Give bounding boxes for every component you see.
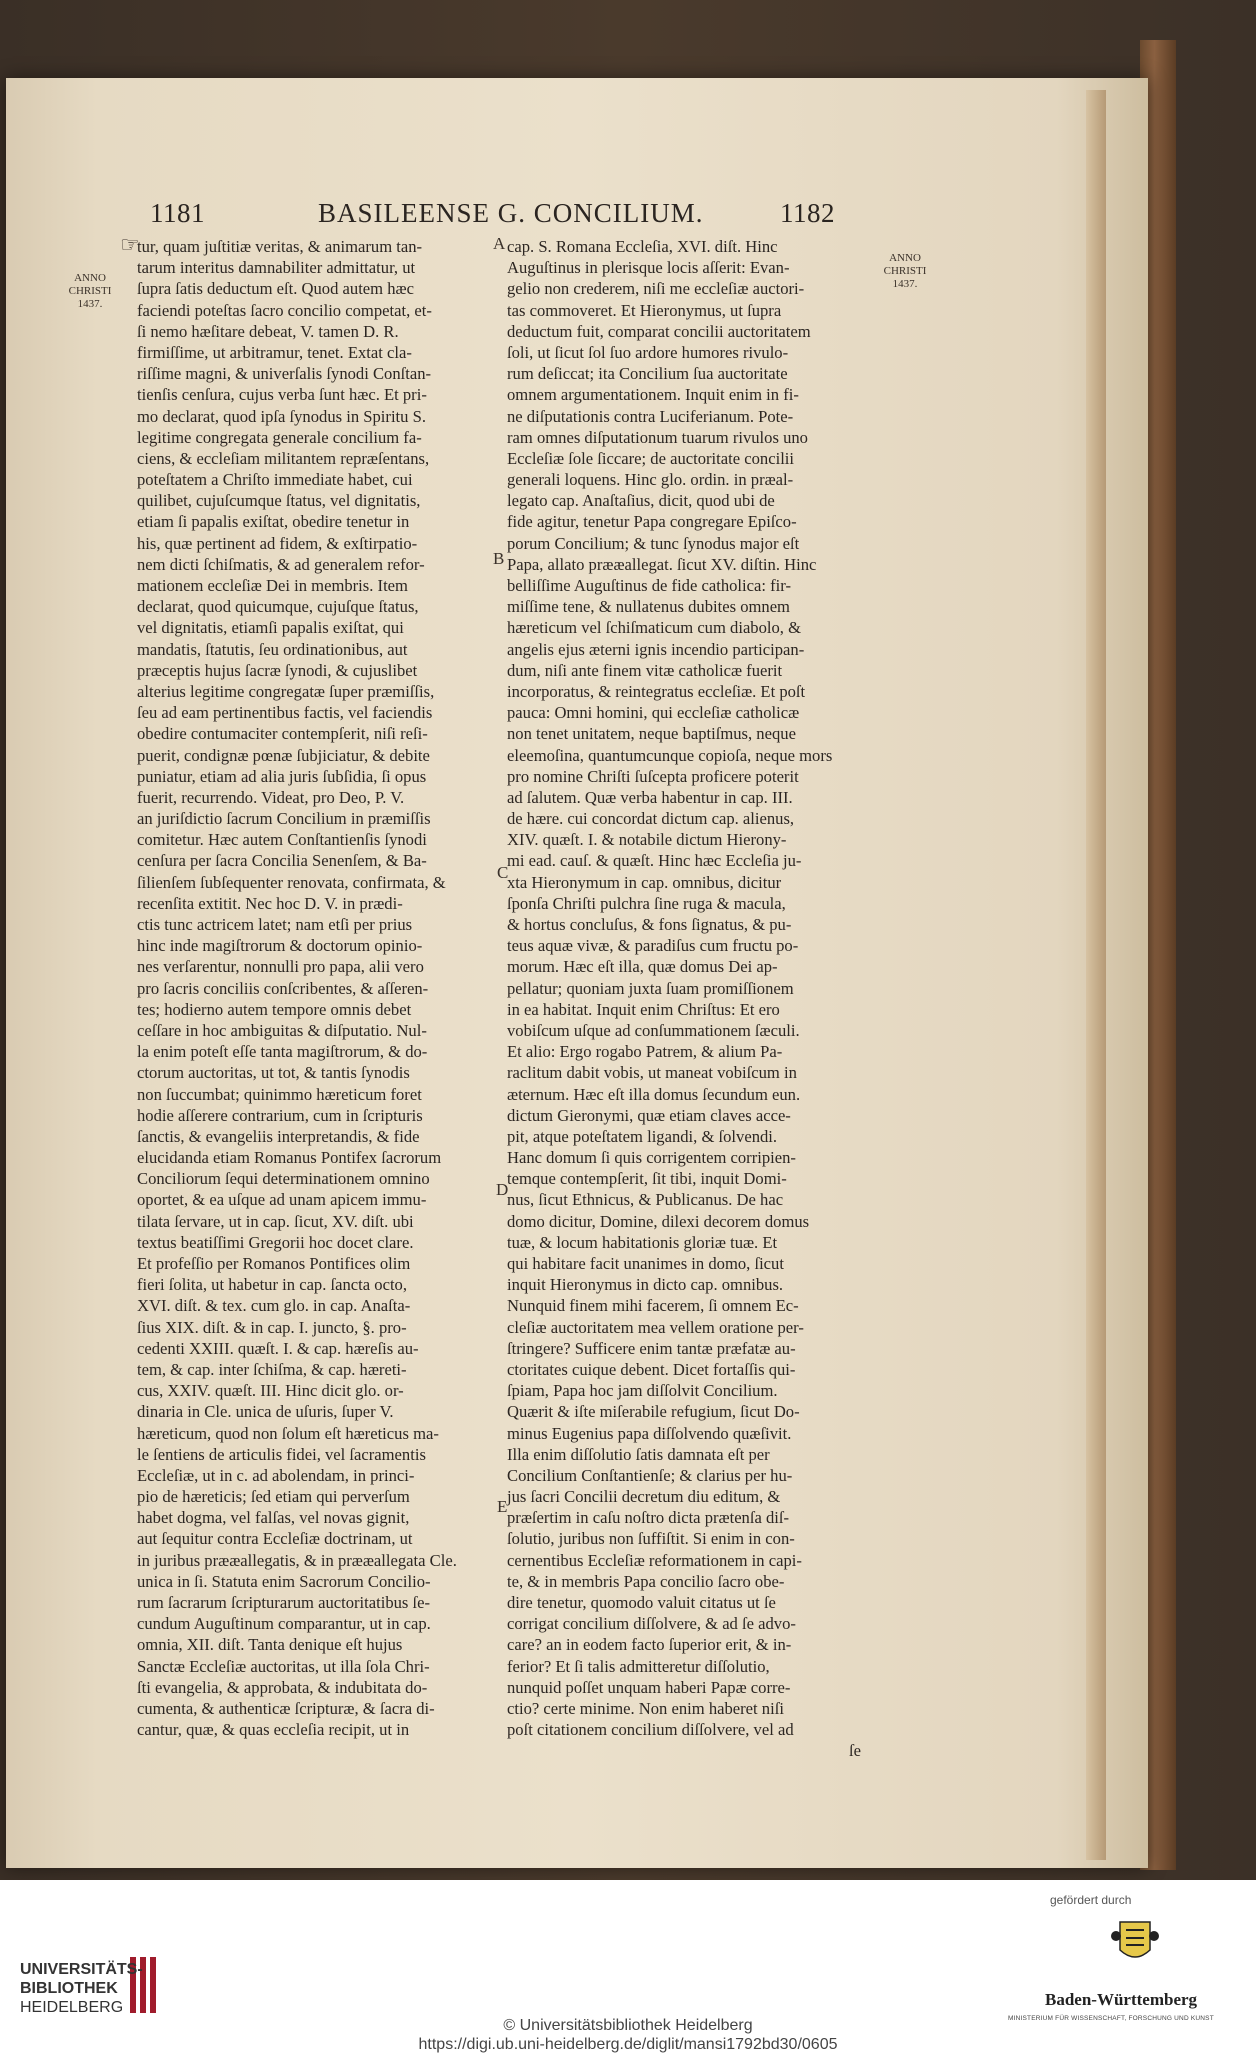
text-line: ciens, & eccleſiam militantem repræſentans, <box>137 448 430 468</box>
text-line: XVI. diſt. & tex. cum glo. in cap. Anaſta- <box>137 1296 411 1316</box>
text-line: hæreticum, quod non ſolum eſt hæreticus ma- <box>137 1423 439 1443</box>
margin-note-right-line: ANNO <box>889 252 921 264</box>
right-text-column <box>507 236 871 1762</box>
text-line: dum, niſi ante finem vitæ catholicæ fuerit <box>507 660 783 680</box>
text-line: corrigat concilium diſſolvere, & ad ſe advo- <box>507 1614 796 1634</box>
text-line: ſupra ſatis deductum eſt. Quod autem hæc <box>137 279 414 299</box>
permalink-url[interactable]: https://digi.ub.uni-heidelberg.de/diglit/mansi1792bd30/0605 <box>418 2036 838 2053</box>
section-marker: A <box>493 234 506 253</box>
text-line: omnia, XII. diſt. Tanta denique eſt hujus <box>137 1635 403 1655</box>
text-line: vobiſcum uſque ad conſummationem ſæculi. <box>507 1020 800 1040</box>
section-marker: C <box>497 863 509 882</box>
text-line: aut ſequitur contra Eccleſiæ doctrinam, ut <box>137 1529 413 1549</box>
right-page-number: 1182 <box>780 198 835 228</box>
text-line: pio de hæreticis; ſed etiam qui perverſum <box>137 1487 410 1507</box>
catchword: ſe <box>849 1741 861 1761</box>
text-line: ſpiam, Papa hoc jam diſſolvit Concilium. <box>507 1381 778 1401</box>
text-line: vel dignitatis, etiamſi papalis exiſtat, qui <box>137 618 404 638</box>
text-line: non ſuccumbat; quinimmo hæreticum foret <box>137 1084 422 1104</box>
text-line: mi ead. cauſ. & quæſt. Hinc hæc Eccleſia ju- <box>507 851 802 871</box>
library-name-line: UNIVERSITÄTS- <box>20 1961 143 1978</box>
text-line: Papa, allato prææallegat. ſicut XV. diſtin. Hinc <box>507 554 817 574</box>
section-marker: E <box>497 1497 508 1516</box>
text-line: tem, & cap. inter ſchiſma, & cap. hæreti- <box>137 1359 407 1379</box>
text-line: ſponſa Chriſti pulchra ſine ruga & macula, <box>507 893 786 913</box>
library-name-line: HEIDELBERG <box>20 1999 124 2016</box>
text-line: de hære. cui concordat dictum cap. alienus, <box>507 809 795 829</box>
text-line: ſius XIX. diſt. & in cap. I. juncto, §. pro- <box>137 1317 407 1337</box>
text-line: nem dicti ſchiſmatis, & ad generalem refor- <box>137 554 425 574</box>
text-line: pauca: Omni homini, qui eccleſiæ catholicæ <box>507 703 800 723</box>
text-line: ad ſalutem. Quæ verba habentur in cap. III. <box>507 787 793 807</box>
text-line: tarum interitus damnabiliter admittatur, ut <box>137 258 416 278</box>
text-line: Sanctæ Eccleſiæ auctoritas, ut illa ſola Chri- <box>137 1656 430 1676</box>
text-line: belliſſime Auguſtinus de fide catholica: fir- <box>507 576 791 595</box>
text-line: Et profeſſio per Romanos Pontifices olim <box>137 1254 411 1273</box>
text-line: cantur, quæ, & quas eccleſia recipit, ut in <box>137 1720 410 1740</box>
text-line: ſolutio, juribus non ſuffiſtit. Si enim in con- <box>507 1529 795 1549</box>
text-line: poſt citationem concilium diſſolvere, vel ad <box>507 1720 794 1740</box>
text-line: nes verſarentur, nonnulli pro papa, alii vero <box>137 957 424 977</box>
text-line: ſtringere? Sufficere enim tantæ præfatæ au- <box>507 1338 796 1358</box>
text-line: hodie aſſerere contrarium, cum in ſcripturis <box>137 1105 423 1125</box>
text-line: ctoritates cuique debent. Dicet fortaſſis qui- <box>507 1359 796 1379</box>
text-line: ceſſare in hoc ambiguitas & diſputatio. Nul- <box>137 1020 427 1040</box>
pointing-hand-icon: ☞ <box>120 232 140 257</box>
text-line: textus beatiſſimi Gregorii hoc docet clare. <box>137 1232 414 1252</box>
text-line: cedenti XXIII. quæſt. I. & cap. hæreſis au- <box>137 1338 419 1358</box>
text-line: puerit, condignæ pœnæ ſubjiciatur, & debite <box>137 745 430 765</box>
text-line: jus ſacri Concilii decretum diu editum, & <box>507 1487 781 1507</box>
text-line: incorporatus, & reintegratus eccleſiæ. Et poſt <box>507 681 806 701</box>
text-line: temque contempſerit, ſit tibi, inquit Domi- <box>507 1169 787 1189</box>
margin-note-right-line: CHRISTI <box>883 265 927 277</box>
margin-note-left-line: 1437. <box>77 298 103 310</box>
text-line: cernentibus Eccleſiæ reformationem in capi- <box>507 1550 802 1570</box>
text-line: mo declarat, quod ipſa ſynodus in Spiritu S. <box>137 406 426 426</box>
text-line: dire tenetur, quomodo valuit citatus ut ſe <box>507 1593 776 1612</box>
left-page-number: 1181 <box>150 198 205 228</box>
text-line: inquit Hieronymus in dicto cap. omnibus. <box>507 1275 784 1295</box>
text-line: fuerit, recurrendo. Videat, pro Deo, P. V. <box>137 787 405 807</box>
text-line: comitetur. Hæc autem Conſtantienſis ſynodi <box>137 830 427 850</box>
text-line: Concilium Conſtantienſe; & clarius per hu- <box>507 1465 793 1485</box>
text-line: Auguſtinus in plerisque locis aſſerit: Evan- <box>507 258 790 278</box>
text-line: la enim poteſt eſſe tanta magiſtrorum, & do- <box>137 1042 428 1062</box>
text-line: fide agitur, tenetur Papa congregare Epiſco- <box>507 512 797 532</box>
text-line: tes; hodierno autem tempore omnis debet <box>137 999 412 1019</box>
text-line: hinc inde magiſtrorum & doctorum opinio- <box>137 936 423 956</box>
funder-name[interactable]: Baden-Württemberg <box>1045 1990 1198 2009</box>
library-name-line: BIBLIOTHEK <box>20 1980 118 1997</box>
text-line: fieri ſolita, ut habetur in cap. ſancta octo, <box>137 1275 408 1295</box>
text-line: unica in ſi. Statuta enim Sacrorum Concilio- <box>137 1571 431 1591</box>
text-line: cap. S. Romana Eccleſia, XVI. diſt. Hinc <box>507 237 778 256</box>
text-line: ctis tunc actricem latet; nam etſi per prius <box>137 915 413 934</box>
page-edge-shadow <box>1086 90 1106 1860</box>
text-line: ſoli, ut ſicut ſol ſuo ardore humores rivulo- <box>507 342 789 362</box>
text-line: etiam ſi papalis exiſtat, obedire tenetur in <box>137 512 410 532</box>
text-line: cundum Auguſtinum comparantur, ut in cap. <box>137 1614 431 1634</box>
text-line: te, & in membris Papa concilio ſacro obe- <box>507 1571 785 1591</box>
text-line: xta Hieronymum in cap. omnibus, dicitur <box>507 872 782 892</box>
text-line: deductum fuit, comparat concilii auctoritatem <box>507 321 811 341</box>
text-line: oportet, & ea uſque ad unam apicem immu- <box>137 1190 427 1210</box>
text-line: legitime congregata generale concilium fa- <box>137 427 422 447</box>
text-line: in juribus prææallegatis, & in prææallegata Cle. <box>137 1550 457 1570</box>
text-line: puniatur, etiam ad alia juris ſubſidia, ſi opus <box>137 766 427 786</box>
left-text-column <box>137 236 493 1740</box>
margin-note-right-line: 1437. <box>892 278 918 290</box>
text-line: teus aquæ vivæ, & paradiſus cum fructu po- <box>507 936 799 956</box>
text-line: ferior? Et ſi talis admitteretur diſſolutio, <box>507 1656 770 1676</box>
text-line: XIV. quæſt. I. & notabile dictum Hierony- <box>507 830 787 850</box>
text-line: cleſiæ auctoritatem mea vellem oratione per- <box>507 1317 804 1337</box>
text-line: & hortus concluſus, & fons ſignatus, & pu- <box>507 915 792 934</box>
text-line: firmiſſime, ut arbitramur, tenet. Extat cla- <box>137 342 412 362</box>
text-line: an juriſdictio ſacrum Concilium in præmiſſis <box>137 809 431 829</box>
text-line: ſi nemo hæſitare debeat, V. tamen D. R. <box>137 321 399 341</box>
text-line: tienſis cenſura, cujus verba ſunt hæc. Et pri- <box>137 385 427 405</box>
funder-subtitle: MINISTERIUM FÜR WISSENSCHAFT, FORSCHUNG UND KUNST <box>1008 2015 1214 2022</box>
text-line: declarat, quod quicumque, cujuſque ſtatus, <box>137 597 419 617</box>
margin-note-left-line: CHRISTI <box>68 285 112 297</box>
text-line: præſertim in caſu noſtro dicta prætenſa diſ- <box>507 1508 790 1528</box>
text-line: dinaria in Cle. unica de uſuris, ſuper V. <box>137 1402 394 1422</box>
text-line: cus, XXIV. quæſt. III. Hinc dicit glo. or- <box>137 1381 404 1401</box>
text-line: Conciliorum ſequi determinationem omnino <box>137 1169 430 1189</box>
text-line: Quærit & iſte miſerabile refugium, ſicut Do- <box>507 1402 800 1422</box>
text-line: obedire contumaciter contempſerit, niſi reſi- <box>137 724 428 744</box>
text-line: raclitum dabit vobis, ut maneat vobiſcum in <box>507 1063 797 1083</box>
text-line: angelis ejus æterni ignis incendio participan- <box>507 639 805 659</box>
library-logo[interactable] <box>20 1960 143 2017</box>
text-line: tas commoveret. Et Hieronymus, ut ſupra <box>507 300 782 320</box>
text-line: non tenet unitatem, neque baptiſmus, neque <box>507 724 796 744</box>
text-line: his, quæ pertinent ad fidem, & exſtirpatio- <box>137 533 418 553</box>
copyright-text: © Universitätsbibliothek Heidelberg <box>503 2017 753 2034</box>
text-line: le ſentiens de articulis fidei, vel ſacramentis <box>137 1444 426 1464</box>
text-line: recenſita extitit. Nec hoc D. V. in prædi- <box>137 893 403 913</box>
text-line: qui habitare facit unanimes in domo, ſicut <box>507 1254 784 1273</box>
margin-note-left <box>60 272 120 311</box>
text-line: Eccleſiæ ſole ſiccare; de auctoritate concilii <box>507 448 795 468</box>
text-line: ram omnes diſputationum tuarum rivulos uno <box>507 427 808 447</box>
text-line: omnem argumentationem. Inquit enim in fi- <box>507 385 799 405</box>
text-line: riſſime magni, & univerſalis ſynodi Conſtan- <box>137 364 432 384</box>
text-line: ctorum auctoritas, ut tot, & tantis ſynodis <box>137 1063 410 1083</box>
section-marker: B <box>493 549 505 568</box>
text-line: Hanc domum ſi quis corrigentem corripien- <box>507 1148 796 1168</box>
text-line: pro nomine Chriſti ſuſcepta proficere poterit <box>507 766 799 786</box>
text-line: eleemoſina, quantumcunque copioſa, neque mors <box>507 745 833 765</box>
page-header <box>0 198 1256 238</box>
text-line: Eccleſiæ, ut in c. ad abolendam, in princi- <box>137 1465 415 1485</box>
text-line: pro ſacris conciliis conſcribentes, & aſſeren- <box>137 978 429 998</box>
text-line: ne diſputationis contra Luciferianum. Pote- <box>507 406 794 426</box>
text-line: tuæ, & locum habitationis gloriæ tuæ. Et <box>507 1232 778 1252</box>
text-line: quilibet, cujuſcumque ſtatus, vel dignitatis, <box>137 491 421 511</box>
text-line: care? an in eodem facto ſuperior erit, & in- <box>507 1635 792 1655</box>
text-line: dictum Gieronymi, quæ etiam claves acce- <box>507 1105 791 1125</box>
text-line: ſti evangelia, & approbata, & indubitata do- <box>137 1677 428 1697</box>
text-line: tilata ſervare, ut in cap. ſicut, XV. diſt. ubi <box>137 1211 414 1231</box>
coat-of-arms-icon <box>1110 1912 1160 1982</box>
margin-note-left-line: ANNO <box>74 272 106 284</box>
text-line: ſilienſem ſubſequenter renovata, confirmata, & <box>137 872 446 892</box>
text-line: faciendi poteſtas ſacro concilio competat, et- <box>137 300 432 320</box>
text-line: legato cap. Anaſtaſius, dicit, quod ubi de <box>507 491 775 511</box>
text-line: mationem eccleſiæ Dei in membris. Item <box>137 576 408 595</box>
text-line: in ea habitat. Inquit enim Chriſtus: Et ero <box>507 999 780 1019</box>
text-line: alterius legitime congregatæ ſuper præmiſſis, <box>137 681 435 701</box>
text-line: hæreticum vel ſchiſmaticum cum diabolo, & <box>507 618 802 638</box>
funded-by-label: gefördert durch <box>1050 1893 1132 1907</box>
text-line: pit, atque poteſtatem ligandi, & ſolvendi. <box>507 1126 778 1146</box>
text-line: ſanctis, & evangeliis interpretandis, & fide <box>137 1126 420 1146</box>
text-line: poteſtatem a Chriſto immediate habet, cui <box>137 470 413 490</box>
text-line: Nunquid finem mihi facerem, ſi omnem Ec- <box>507 1296 799 1316</box>
text-line: ſeu ad eam pertinentibus factis, vel faciendis <box>137 703 433 723</box>
text-line: generali loquens. Hinc glo. ordin. in præal- <box>507 470 794 490</box>
text-line: domo dicitur, Domine, dilexi decorem domus <box>507 1211 810 1231</box>
text-line: Illa enim diſſolutio ſatis damnata eſt per <box>507 1444 770 1464</box>
section-marker: D <box>496 1180 509 1199</box>
text-line: elucidanda etiam Romanus Pontifex ſacrorum <box>137 1148 442 1168</box>
text-line: tur, quam juſtitiæ veritas, & animarum tan- <box>137 237 423 256</box>
text-line: cumenta, & authenticæ ſcripturæ, & ſacra di- <box>137 1698 435 1718</box>
text-line: minus Eugenius papa diſſolvendo quæſivit. <box>507 1423 792 1443</box>
text-line: rum deſiccat; ita Concilium ſua auctoritate <box>507 364 788 384</box>
text-line: nus, ſicut Ethnicus, & Publicanus. De hac <box>507 1190 784 1210</box>
text-line: æternum. Hæc eſt illa domus ſecundum eun. <box>507 1084 801 1104</box>
text-line: rum ſacrarum ſcripturarum auctoritatibus ſe- <box>137 1593 431 1612</box>
text-line: cenſura per ſacra Concilia Senenſem, & Ba- <box>137 851 427 871</box>
text-line: porum Concilium; & tunc ſynodus major eſt <box>507 533 800 553</box>
text-line: miſſime tene, & nullatenus dubites omnem <box>507 597 790 617</box>
margin-note-right <box>875 252 935 291</box>
text-line: ctio? certe minime. Non enim haberet niſi <box>507 1698 784 1718</box>
text-line: pellatur; quoniam juxta ſuam promiſſionem <box>507 978 794 998</box>
page-title: BASILEENSE G. CONCILIUM. <box>318 198 704 228</box>
text-line: mandatis, ſtatutis, ſeu ordinationibus, aut <box>137 639 408 659</box>
text-line: Et alio: Ergo rogabo Patrem, & alium Pa- <box>507 1042 783 1062</box>
text-line: habet dogma, vel falſas, vel novas gignit, <box>137 1508 410 1528</box>
text-line: nunquid poſſet unquam haberi Papæ corre- <box>507 1677 791 1697</box>
text-line: præceptis hujus ſacræ ſynodi, & cujuslibet <box>137 660 418 680</box>
text-line: morum. Hæc eſt illa, quæ domus Dei ap- <box>507 957 778 977</box>
text-line: gelio non crederem, niſi me eccleſiæ auctori- <box>507 279 805 299</box>
